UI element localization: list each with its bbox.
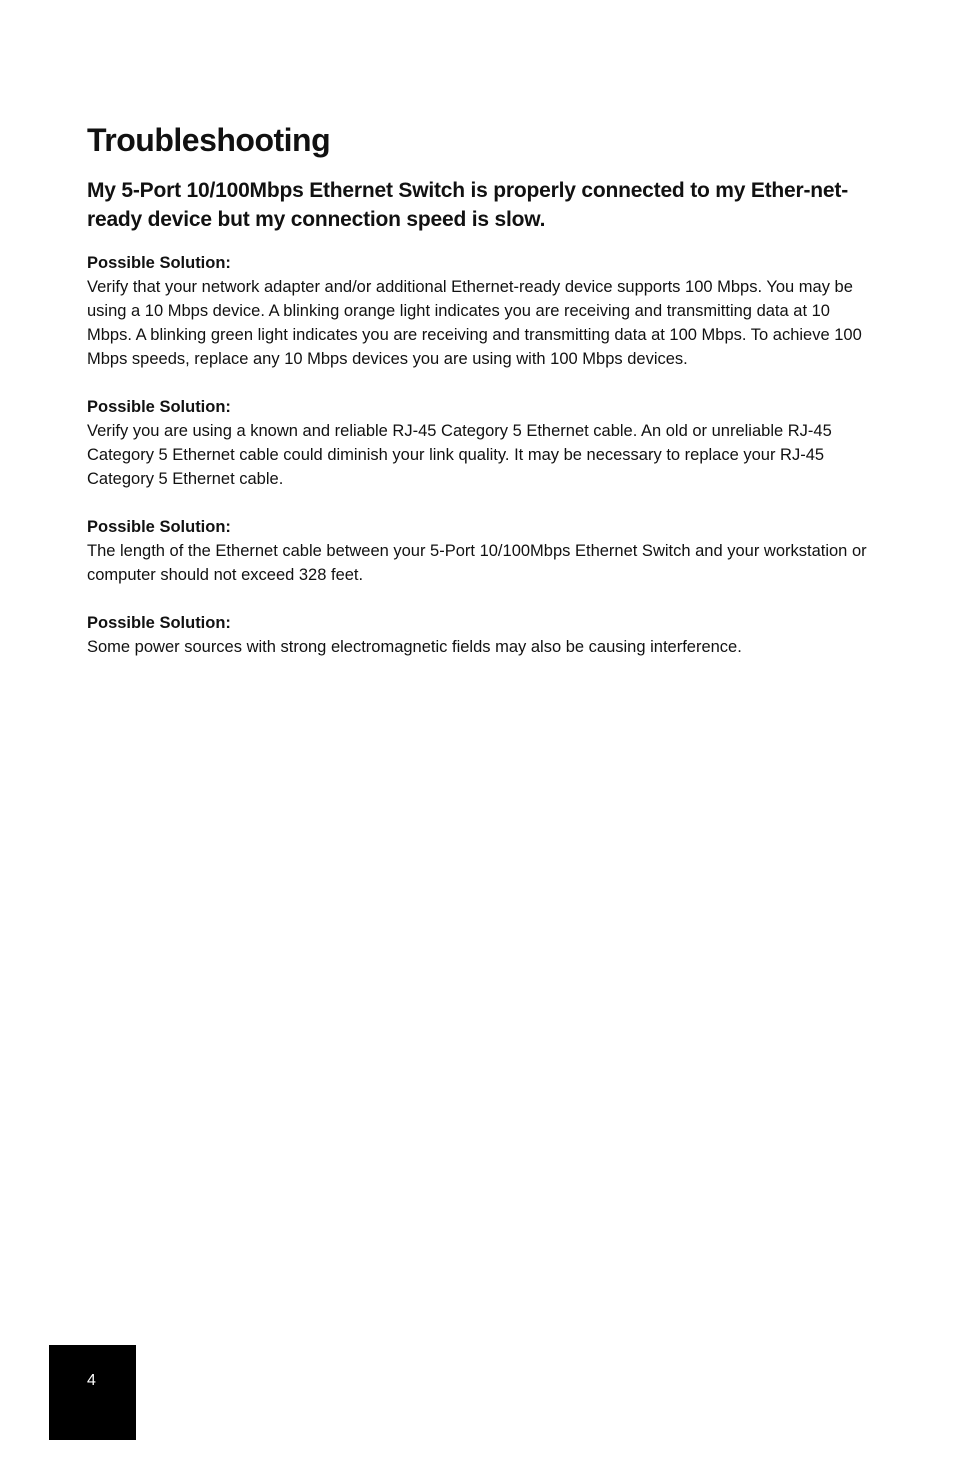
solution-label: Possible Solution: xyxy=(87,518,231,536)
solution-block-1 xyxy=(87,251,877,371)
page-content xyxy=(87,118,877,683)
page-title: Troubleshooting xyxy=(87,122,331,158)
solution-block-4 xyxy=(87,611,877,659)
solution-block-3 xyxy=(87,515,877,587)
troubleshooting-question: My 5-Port 10/100Mbps Ethernet Switch is properly connected to my Ether-net-ready device but my connection speed is slow. xyxy=(87,179,848,231)
solution-text: Some power sources with strong electromagnetic fields may also be causing interference. xyxy=(87,638,742,656)
solution-text: The length of the Ethernet cable between your 5-Port 10/100Mbps Ethernet Switch and your workstation or computer should not exceed 328 feet. xyxy=(87,542,867,584)
solution-label: Possible Solution: xyxy=(87,614,231,632)
page-number: 4 xyxy=(87,1372,96,1389)
solution-text: Verify you are using a known and reliable RJ-45 Category 5 Ethernet cable. An old or unreliable RJ-45 Category 5 Ethernet cable could diminish your link quality. It may be necessary to replace your RJ-45 Category 5 Ethernet cable. xyxy=(87,422,832,488)
solution-block-2 xyxy=(87,395,877,491)
solution-text: Verify that your network adapter and/or additional Ethernet-ready device supports 100 Mbps. You may be using a 10 Mbps device. A blinking orange light indicates you are receiving and transmitting data at 10 Mbps. A blinking green light indicates you are receiving and transmitting data at 100 Mbps. To achieve 100 Mbps speeds, replace any 10 Mbps devices you are using with 100 Mbps devices. xyxy=(87,278,862,368)
page-number-tab xyxy=(49,1345,136,1440)
solution-label: Possible Solution: xyxy=(87,254,231,272)
solution-label: Possible Solution: xyxy=(87,398,231,416)
